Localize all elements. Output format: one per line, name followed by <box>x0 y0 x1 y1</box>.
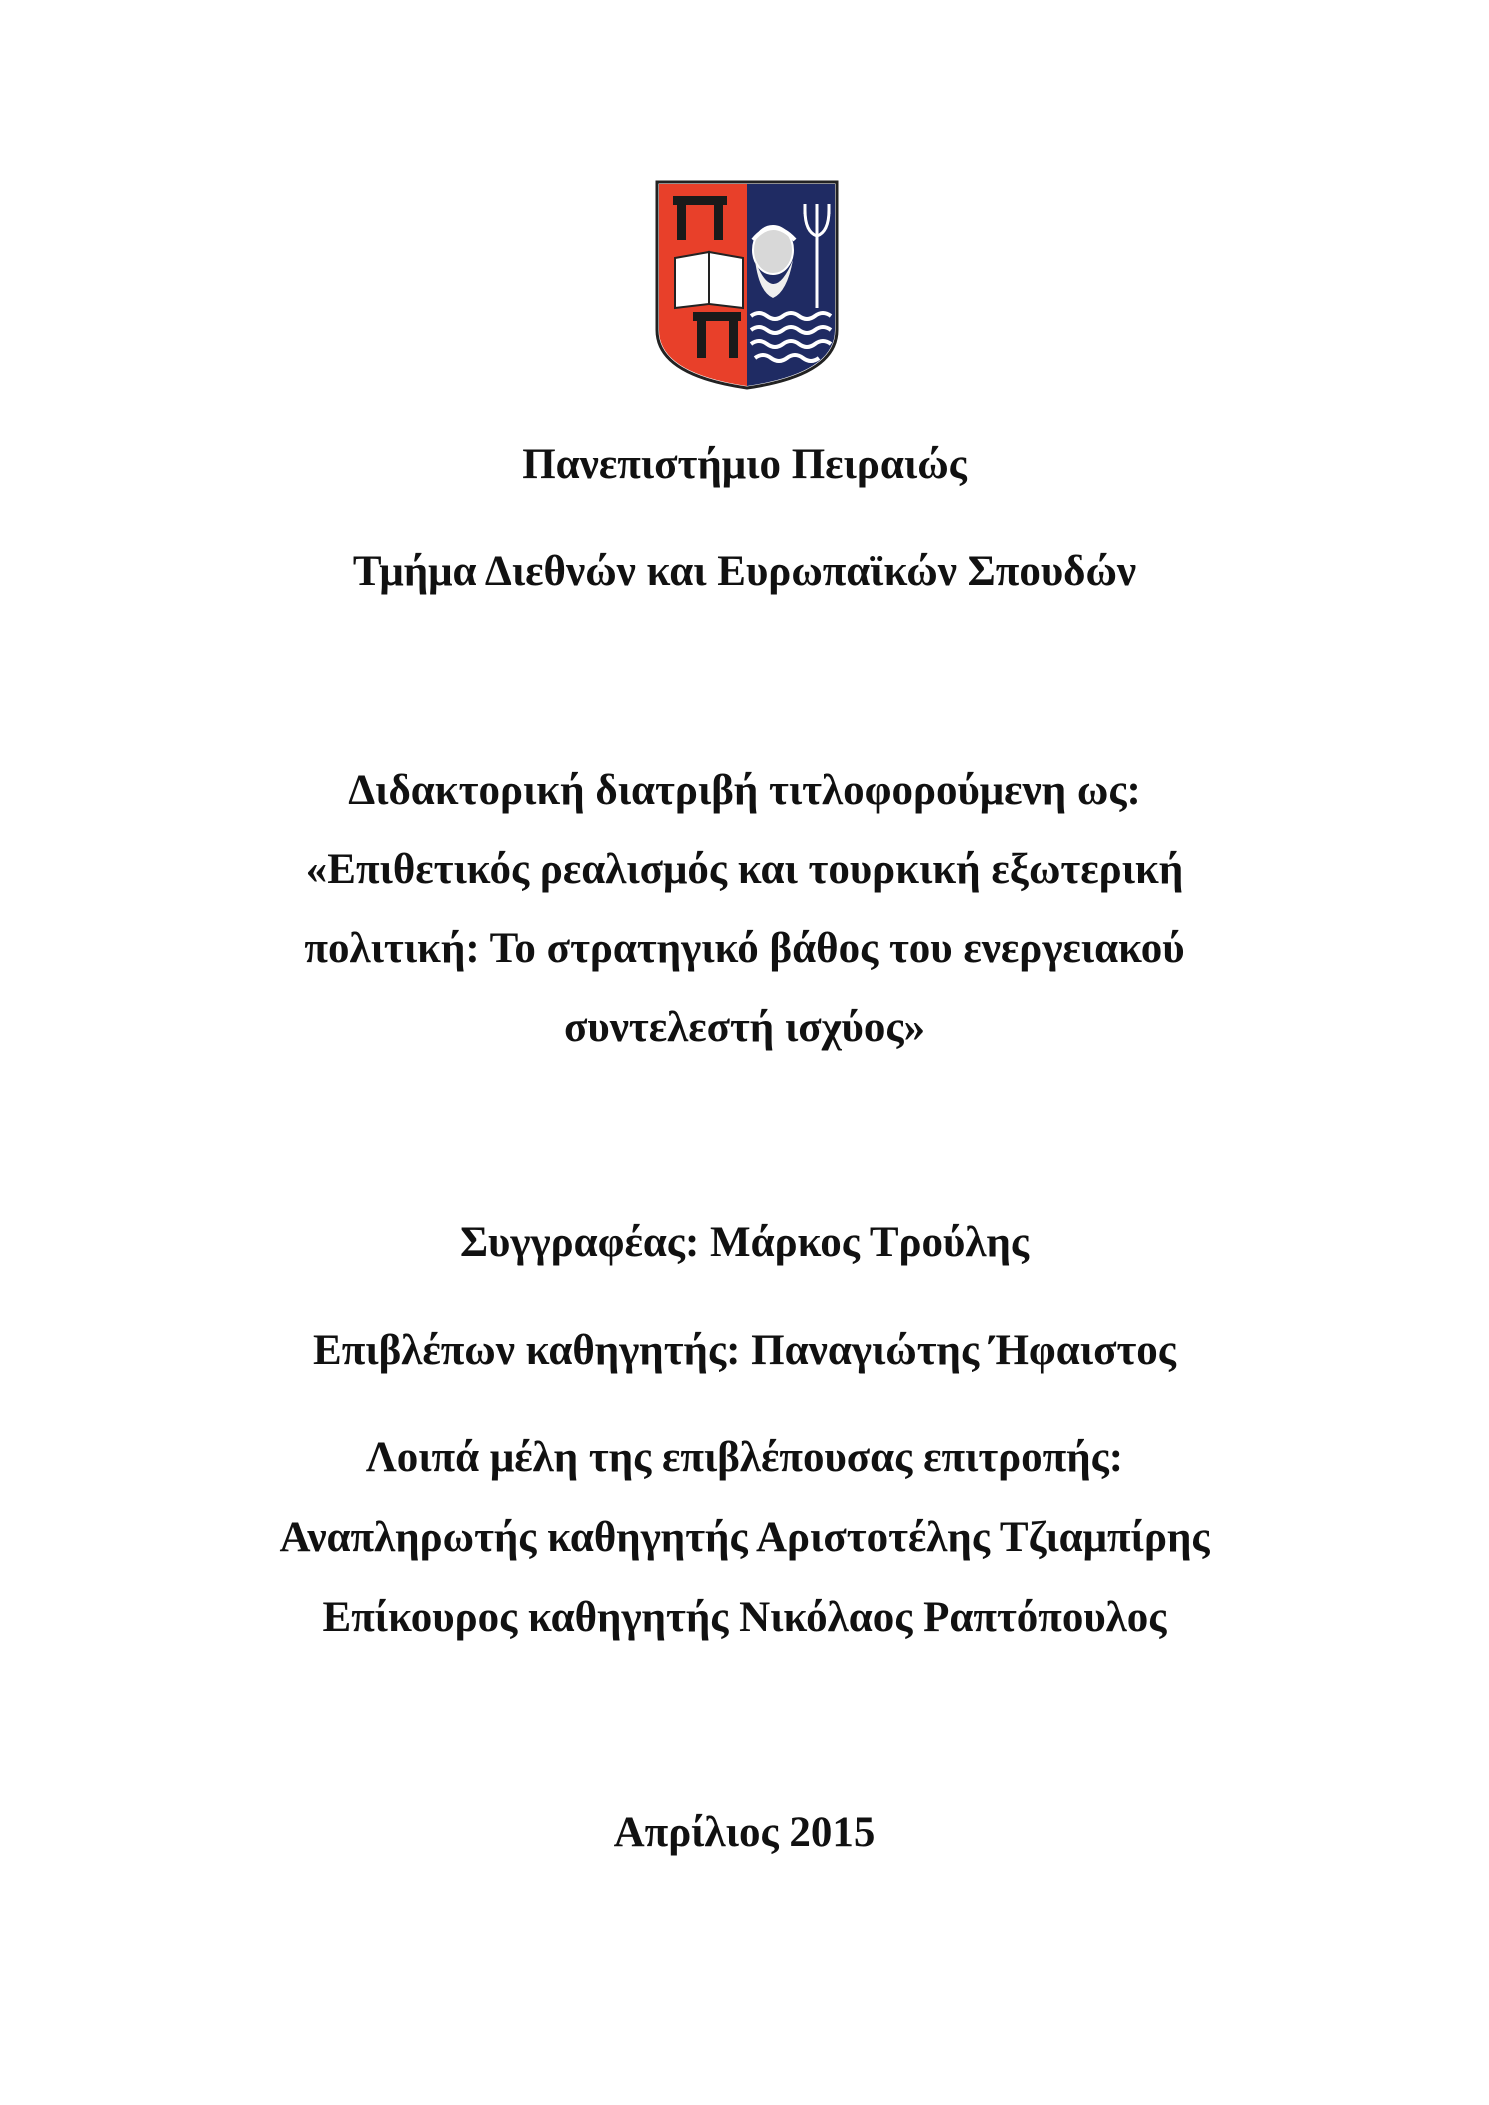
university-name: Πανεπιστήμιο Πειραιώς <box>522 441 967 488</box>
thesis-title-line: πολιτική: Το στρατηγικό βάθος του ενεργειακού <box>304 925 1185 972</box>
author-line: Συγγραφέας: Μάρκος Τρούλης <box>459 1219 1030 1266</box>
department-name: Τμήμα Διεθνών και Ευρωπαϊκών Σπουδών <box>352 548 1137 595</box>
thesis-title-line: «Επιθετικός ρεαλισμός και τουρκική εξωτερική <box>305 846 1184 893</box>
date-line: Απρίλιος 2015 <box>613 1809 876 1856</box>
committee-member: Αναπληρωτής καθηγητής Αριστοτέλης Τζιαμπίρης <box>279 1514 1210 1561</box>
committee-member: Επίκουρος καθηγητής Νικόλαος Ραπτόπουλος <box>322 1594 1167 1641</box>
thesis-title-line: συντελεστή ισχύος» <box>563 1004 926 1051</box>
university-crest-logo <box>655 180 839 390</box>
committee-heading: Λοιπά μέλη της επιβλέπουσας επιτροπής: <box>365 1434 1124 1481</box>
supervisor-line: Επιβλέπων καθηγητής: Παναγιώτης Ήφαιστος <box>313 1327 1176 1374</box>
crest-open-book-icon <box>675 252 743 308</box>
thesis-intro: Διδακτορική διατριβή τιτλοφορούμενη ως: <box>348 767 1141 814</box>
